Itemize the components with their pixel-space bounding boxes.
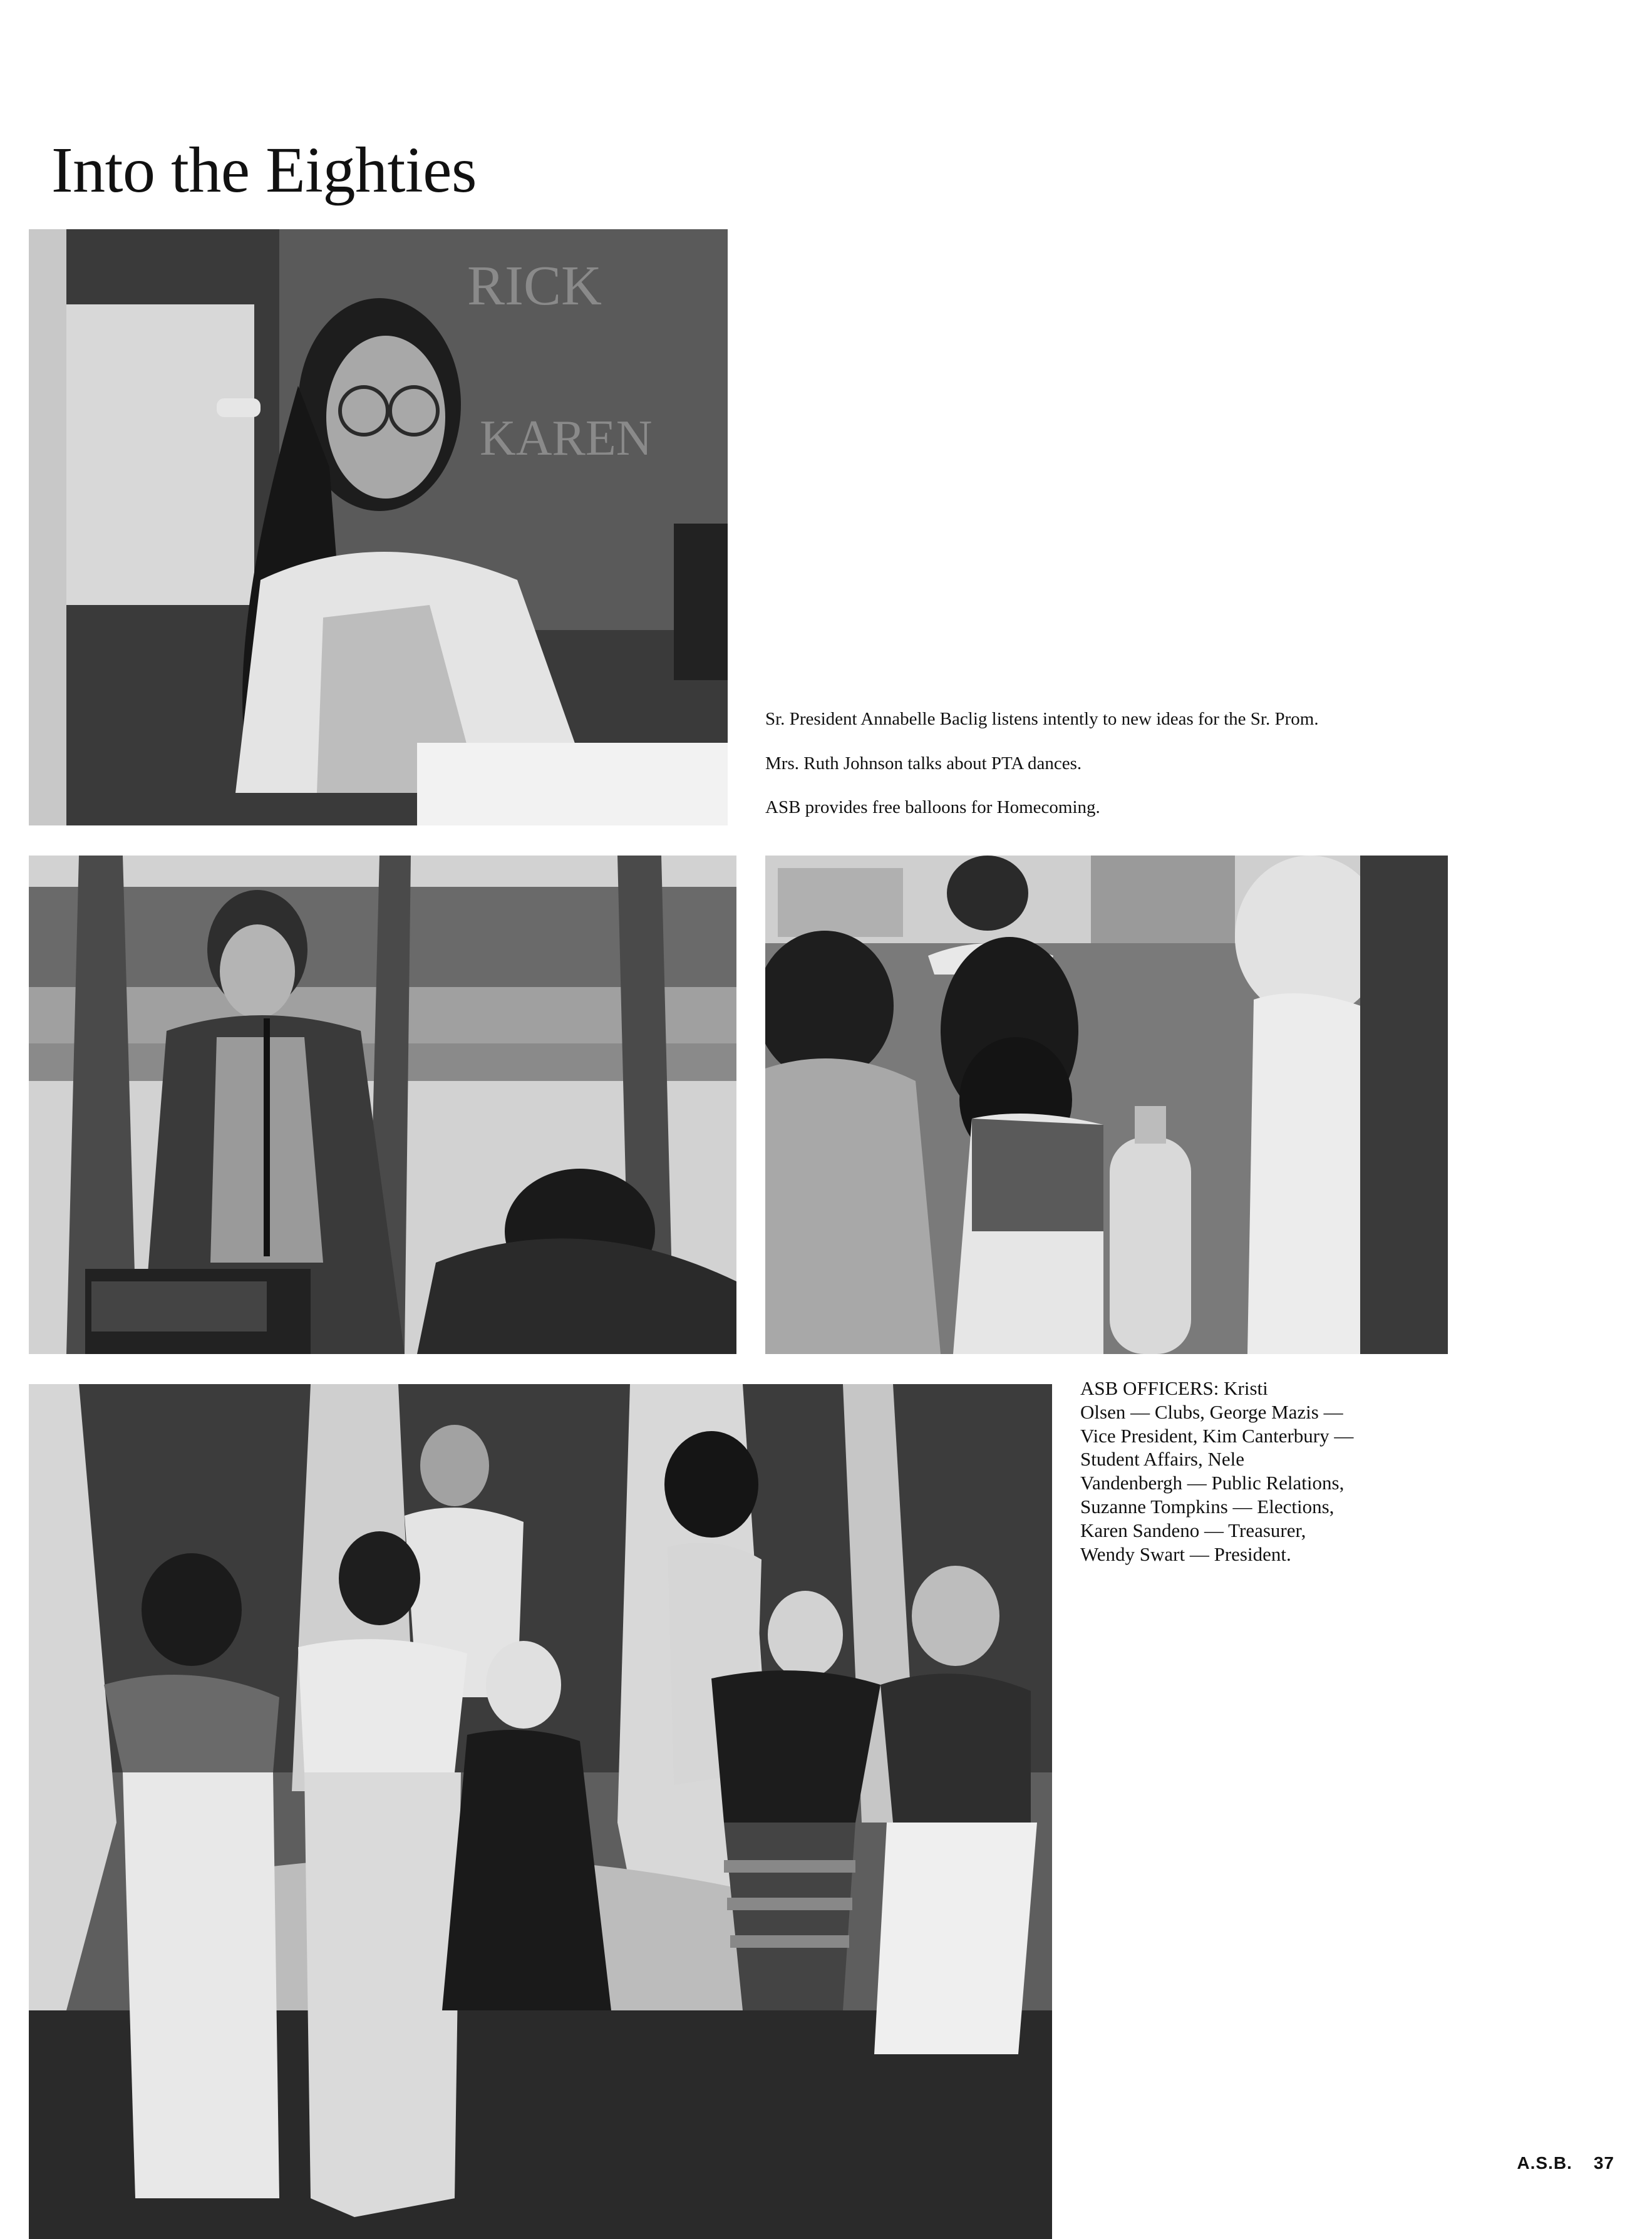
svg-text:RICK: RICK — [467, 255, 602, 317]
page-title: Into the Eighties — [51, 134, 477, 206]
caption-baclig: Sr. President Annabelle Baclig listens intently to new ideas for the Sr. Prom. — [765, 709, 1319, 729]
page-footer — [1517, 2153, 1614, 2173]
caption-johnson: Mrs. Ruth Johnson talks about PTA dances. — [765, 753, 1082, 773]
caption-balloons: ASB provides free balloons for Homecoming. — [765, 797, 1100, 818]
caption-officers: ASB OFFICERS: Kristi Olsen — Clubs, George Mazis — Vice President, Kim Canterbury — Student Affairs, Nele Vandenbergh — Public Relations, Suzanne Tompkins — Elections, Karen Sandeno — Treasurer, Wendy Swart — President. — [1080, 1377, 1354, 1565]
section-label: A.S.B. — [1517, 2153, 1572, 2173]
photo-johnson — [29, 856, 736, 1354]
photo-officers — [29, 1384, 1052, 2239]
page-number: 37 — [1593, 2153, 1614, 2173]
photo-balloons — [765, 856, 1448, 1354]
caption-block — [765, 708, 1579, 840]
photo-baclig — [29, 229, 728, 825]
svg-text:KAREN: KAREN — [480, 411, 653, 466]
